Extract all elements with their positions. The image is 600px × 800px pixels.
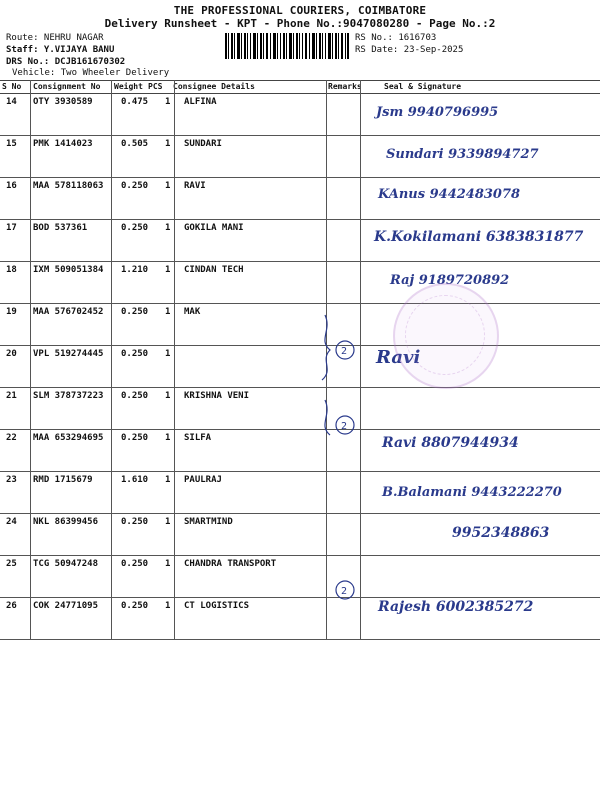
row-consignee: ALFINA	[184, 97, 217, 107]
row-signature: Sundari 9339894727	[386, 147, 539, 162]
page-title: THE PROFESSIONAL COURIERS, COIMBATORE	[173, 4, 427, 17]
row-consignment: MAA 578118063	[33, 181, 104, 191]
row-signature: KAnus 9442483078	[378, 187, 521, 202]
row-consignment: MAA 653294695	[33, 433, 104, 443]
row-consignment: VPL 519274445	[33, 349, 104, 359]
row-consignee: MAK	[184, 307, 201, 317]
row-sno: 23	[6, 475, 17, 485]
row-sno: 16	[6, 181, 17, 191]
row-weight: 1.210	[121, 265, 149, 275]
row-consignment: NKL 86399456	[33, 517, 99, 527]
table-row	[0, 177, 600, 220]
row-consignee: CT LOGISTICS	[184, 601, 250, 611]
row-consignment: SLM 378737223	[33, 391, 104, 401]
row-pcs: 1	[165, 181, 171, 191]
row-pcs: 1	[165, 601, 171, 611]
col-sno: S No	[2, 82, 22, 91]
col-pcs: PCS	[148, 82, 163, 91]
page-subtitle: Delivery Runsheet - KPT - Phone No.:9047080280 - Page No.:2	[104, 17, 496, 30]
row-weight: 0.250	[121, 517, 149, 527]
col-seal: Seal & Signature	[384, 82, 462, 91]
staff-label: Staff: Y.VIJAYA BANU	[6, 45, 115, 55]
row-consignee: KRISHNA VENI	[184, 391, 250, 401]
row-pcs: 1	[165, 517, 171, 527]
row-sno: 17	[6, 223, 17, 233]
col-consignee: Consignee Details	[173, 82, 255, 91]
row-consignment: RMD 1715679	[33, 475, 93, 485]
col-weight: Weight	[114, 82, 143, 91]
row-weight: 1.610	[121, 475, 149, 485]
row-weight: 0.505	[121, 139, 149, 149]
drs-label: DRS No.: DCJB161670302	[6, 57, 126, 67]
col-remarks: Remarks	[328, 82, 362, 91]
table-row	[0, 93, 600, 136]
row-consignee: RAVI	[184, 181, 206, 191]
row-sno: 20	[6, 349, 17, 359]
rs-number: RS No.: 1616703	[355, 33, 437, 43]
table-row	[0, 219, 600, 262]
table-row	[0, 261, 600, 304]
row-signature: K.Kokilamani 6383831877	[374, 229, 584, 245]
row-consignee: SUNDARI	[184, 139, 222, 149]
row-consignment: MAA 576702452	[33, 307, 104, 317]
row-signature: Raj 9189720892	[390, 273, 510, 288]
svg-text:2: 2	[341, 421, 348, 432]
row-consignment: TCG 50947248	[33, 559, 99, 569]
row-signature: Ravi	[376, 347, 421, 368]
row-consignee: CINDAN TECH	[184, 265, 244, 275]
barcode	[225, 33, 349, 59]
row-consignee: GOKILA MANI	[184, 223, 244, 233]
row-consignee: SILFA	[184, 433, 212, 443]
row-weight: 0.250	[121, 181, 149, 191]
row-pcs: 1	[165, 559, 171, 569]
table-row	[0, 135, 600, 178]
row-weight: 0.250	[121, 307, 149, 317]
row-signature: Rajesh 6002385272	[378, 599, 534, 615]
row-pcs: 1	[165, 265, 171, 275]
row-consignment: OTY 3930589	[33, 97, 93, 107]
row-consignee: CHANDRA TRANSPORT	[184, 559, 277, 569]
row-consignment: PMK 1414023	[33, 139, 93, 149]
row-consignee: SMARTMIND	[184, 517, 233, 527]
row-weight: 0.250	[121, 349, 149, 359]
row-pcs: 1	[165, 475, 171, 485]
route-label: Route: NEHRU NAGAR	[6, 33, 104, 43]
row-signature: B.Balamani 9443222270	[382, 485, 562, 500]
row-sno: 22	[6, 433, 17, 443]
row-signature: 9952348863	[452, 525, 550, 541]
svg-text:2: 2	[341, 346, 348, 357]
svg-text:2: 2	[341, 586, 348, 597]
table-header	[0, 80, 600, 94]
rs-date: RS Date: 23-Sep-2025	[355, 45, 464, 55]
row-sno: 21	[6, 391, 17, 401]
row-signature: Jsm 9940796995	[376, 105, 499, 120]
row-consignment: BOD 537361	[33, 223, 88, 233]
row-weight: 0.475	[121, 97, 149, 107]
row-weight: 0.250	[121, 433, 149, 443]
row-sno: 26	[6, 601, 17, 611]
row-sno: 15	[6, 139, 17, 149]
row-sno: 24	[6, 517, 17, 527]
row-pcs: 1	[165, 307, 171, 317]
row-weight: 0.250	[121, 223, 149, 233]
row-sno: 18	[6, 265, 17, 275]
row-weight: 0.250	[121, 559, 149, 569]
row-pcs: 1	[165, 139, 171, 149]
remark-marks	[300, 310, 380, 610]
col-consignment: Consignment No	[33, 82, 101, 91]
row-pcs: 1	[165, 391, 171, 401]
row-weight: 0.250	[121, 601, 149, 611]
seal-stamp-ring	[405, 295, 485, 375]
row-consignment: IXM 509051384	[33, 265, 104, 275]
row-pcs: 1	[165, 97, 171, 107]
row-consignee: PAULRAJ	[184, 475, 222, 485]
row-pcs: 1	[165, 349, 171, 359]
row-consignment: COK 24771095	[33, 601, 99, 611]
row-weight: 0.250	[121, 391, 149, 401]
row-signature: Ravi 8807944934	[382, 435, 519, 451]
row-sno: 19	[6, 307, 17, 317]
row-pcs: 1	[165, 223, 171, 233]
vehicle-label: Vehicle: Two Wheeler Delivery	[12, 68, 170, 78]
row-pcs: 1	[165, 433, 171, 443]
row-sno: 25	[6, 559, 17, 569]
row-sno: 14	[6, 97, 17, 107]
